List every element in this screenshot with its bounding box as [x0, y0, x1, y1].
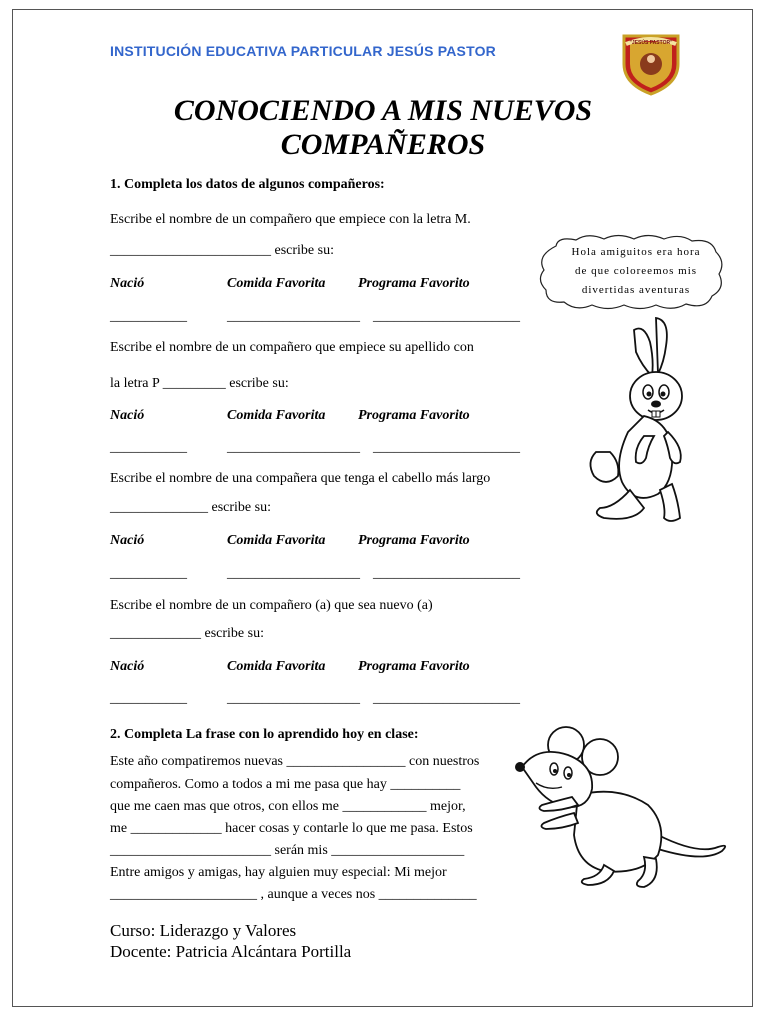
- item1-answer-line: _______________________ escribe su:: [110, 243, 334, 258]
- bubble-line-2: de que coloreemos mis: [574, 265, 698, 277]
- item1-blank-food[interactable]: ___________________: [227, 309, 360, 324]
- item2-prompt: Escribe el nombre de un compañero que empiece su apellido con: [110, 340, 474, 355]
- item3-col-food: Comida Favorita: [227, 533, 326, 548]
- paragraph-line-4: me _____________ hacer cosas y contarle lo que me pasa. Estos: [110, 821, 473, 836]
- paragraph-line-2: compañeros. Como a todos a mi me pasa que hay __________: [110, 777, 461, 792]
- item2-blank-program[interactable]: _____________________: [373, 440, 520, 455]
- item1-prompt: Escribe el nombre de un compañero que empiece con la letra M.: [110, 212, 471, 227]
- item3-answer-line: ______________ escribe su:: [110, 500, 271, 515]
- item3-blank-program[interactable]: _____________________: [373, 566, 520, 581]
- item1-blank-born[interactable]: ___________: [110, 309, 187, 324]
- item3-col-program: Programa Favorito: [358, 533, 470, 548]
- item1-blank-program[interactable]: _____________________: [373, 309, 520, 324]
- item4-col-born: Nació: [110, 659, 145, 674]
- bubble-line-3: divertidas aventuras: [581, 284, 691, 296]
- crest-text: "JESÚS PASTOR": [629, 40, 673, 46]
- item2-blank-born[interactable]: ___________: [110, 440, 187, 455]
- item3-col-born: Nació: [110, 533, 145, 548]
- item4-answer-line: _____________ escribe su:: [110, 626, 264, 641]
- item3-prompt: Escribe el nombre de una compañera que tenga el cabello más largo: [110, 471, 491, 486]
- school-name: INSTITUCIÓN EDUCATIVA PARTICULAR JESÚS PASTOR: [110, 43, 496, 59]
- item4-prompt: Escribe el nombre de un compañero (a) que sea nuevo (a): [110, 598, 433, 613]
- item4-blank-food[interactable]: ___________________: [227, 691, 360, 706]
- bubble-line-1: Hola amiguitos era hora: [571, 246, 701, 258]
- mouse-illustration: [508, 725, 730, 890]
- paragraph-line-5: _______________________ serán mis ___________________: [110, 843, 465, 858]
- item2-col-food: Comida Favorita: [227, 408, 326, 423]
- paragraph-line-3: que me caen mas que otros, con ellos me ____________ mejor,: [110, 799, 466, 814]
- item4-col-program: Programa Favorito: [358, 659, 470, 674]
- teacher-label: Docente: Patricia Alcántara Portilla: [110, 942, 352, 961]
- section1-heading: 1. Completa los datos de algunos compañeros:: [110, 177, 385, 192]
- page-title: [100, 94, 666, 162]
- item4-blank-program[interactable]: _____________________: [373, 691, 520, 706]
- item2-blank-food[interactable]: ___________________: [227, 440, 360, 455]
- item1-col-program: Programa Favorito: [358, 276, 470, 291]
- rabbit-illustration: [574, 312, 694, 532]
- title-line-2: COMPAÑEROS: [280, 128, 486, 161]
- item3-blank-food[interactable]: ___________________: [227, 566, 360, 581]
- item2-col-program: Programa Favorito: [358, 408, 470, 423]
- course-label: Curso: Liderazgo y Valores: [110, 921, 297, 940]
- paragraph-line-6: Entre amigos y amigas, hay alguien muy especial: Mi mejor: [110, 865, 447, 880]
- item1-col-born: Nació: [110, 276, 145, 291]
- item3-blank-born[interactable]: ___________: [110, 566, 187, 581]
- section2-heading: 2. Completa La frase con lo aprendido hoy en clase:: [110, 727, 419, 742]
- item1-col-food: Comida Favorita: [227, 276, 326, 291]
- school-crest-logo: [618, 30, 684, 96]
- paragraph-line-7: _____________________ , aunque a veces nos ______________: [110, 887, 477, 902]
- item2-answer-line: la letra P _________ escribe su:: [110, 376, 289, 391]
- bubble-text: [556, 243, 716, 300]
- paragraph-line-1: Este año compatiremos nuevas _________________ con nuestros: [110, 754, 480, 769]
- item2-col-born: Nació: [110, 408, 145, 423]
- item4-blank-born[interactable]: ___________: [110, 691, 187, 706]
- title-line-1: CONOCIENDO A MIS NUEVOS: [173, 94, 593, 127]
- item4-col-food: Comida Favorita: [227, 659, 326, 674]
